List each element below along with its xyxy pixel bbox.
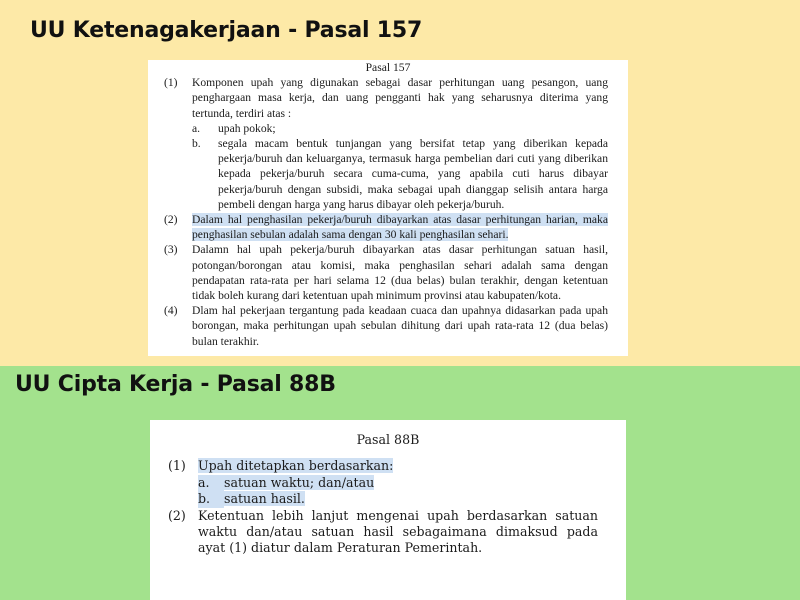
list-letter: b. [192, 137, 201, 151]
highlighted-text: Upah ditetapkan berdasarkan: [198, 458, 394, 474]
list-letter: a. [198, 475, 224, 491]
ayat-number: (4) [164, 304, 178, 318]
highlighted-text: Dalam hal penghasilan pekerja/buruh dibayarkan atas dasar perhitungan harian, maka penghasilan sebulan adalah sama dengan 30 kali penghasilan sehari. [192, 213, 608, 242]
pasal-157-excerpt [148, 60, 628, 356]
pasal-88b-excerpt [150, 420, 626, 600]
ayat-number: (1) [168, 458, 186, 474]
ayat-body [198, 458, 626, 507]
list-letter: b. [198, 491, 224, 507]
list-text: upah pokok; [218, 121, 276, 135]
ayat-text: Dlam hal pekerjaan tergantung pada keadaan cuaca dan upahnya didasarkan pada upah borongan, maka perhitungan upah sebulan dihitung dari upah rata-rata 12 (dua belas) bulan terakhir. [192, 304, 608, 348]
highlighted-text: satuan hasil. [224, 491, 305, 507]
highlighted-text: satuan waktu; dan/atau [224, 474, 375, 490]
ayat-number: (2) [164, 213, 178, 227]
ayat-2 [150, 508, 626, 557]
list-text: segala macam bentuk tunjangan yang bersifat tetap yang diberikan kepada pekerja/buruh dan keluarganya, termasuk harga pembelian dari cuti yang diberikan kepada pekerja/buruh secara cuma-cuma, yang apabila cuti harus dibayar pekerja/buruh dengan subsidi, maka sebagai upah dianggap selisih antara harga pembeli dengan harga yang harus dibayar oleh pekerja/buruh. [218, 137, 608, 211]
ayat-text: Komponen upah yang digunakan sebagai dasar perhitungan uang pesangon, uang penghargaan masa kerja, dan uang pengganti hak yang seharusnya diterima yang tertunda, terdiri atas : [192, 76, 608, 120]
ayat-body [192, 75, 628, 212]
ayat-number: (3) [164, 243, 178, 257]
list-item [198, 475, 598, 491]
ayat-text: Dalamn hal upah pekerja/buruh dibayarkan atas dasar perhitungan satuan hasil, potongan/borongan atau komisi, maka penghasilan sehari adalah sama dengan pendapatan rata-rata per hari selama 12 (dua belas) bulan terakhir, dengan ketentuan tidak boleh kurang dari ketentuan upah minimum provinsi atau kabupaten/kota. [192, 243, 608, 303]
ayat-3 [148, 242, 628, 303]
ayat-number: (1) [164, 76, 178, 90]
ayat-body [192, 212, 628, 242]
bottom-heading: UU Cipta Kerja - Pasal 88B [15, 372, 336, 397]
ayat-text: Ketentuan lebih lanjut mengenai upah berdasarkan satuan waktu dan/atau satuan hasil sebagaimana dimaksud pada ayat (1) diatur dalam Peraturan Pemerintah. [198, 507, 598, 556]
ayat-4 [148, 303, 628, 349]
pasal-88b-title: Pasal 88B [356, 432, 420, 447]
ayat-2 [148, 212, 628, 242]
list-letter: a. [192, 121, 201, 135]
list-item [198, 491, 598, 507]
pasal-157-title: Pasal 157 [365, 61, 411, 74]
top-heading: UU Ketenagakerjaan - Pasal 157 [30, 18, 423, 43]
list-item [192, 121, 608, 136]
ayat-1 [148, 75, 628, 212]
list-item [192, 136, 608, 212]
ayat-number: (2) [168, 507, 186, 523]
ayat-1 [150, 458, 626, 507]
